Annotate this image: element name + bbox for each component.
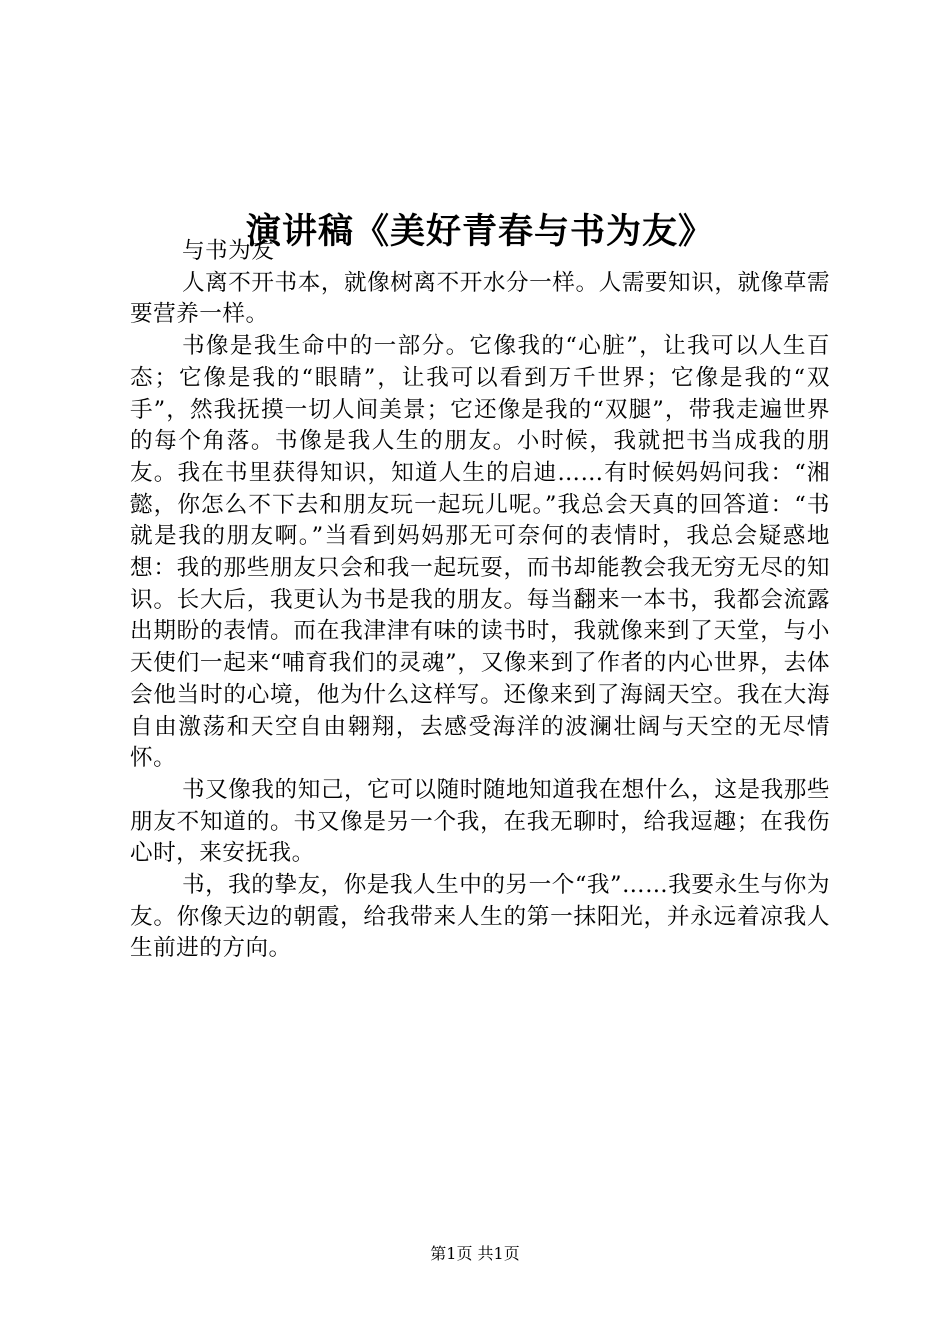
paragraph: 人离不开书本，就像树离不开水分一样。人需要知识，就像草需要营养一样。 [130, 269, 830, 328]
paragraph: 书，我的挚友，你是我人生中的另一个“我”……我要永生与你为友。你像天边的朝霞，给我带来人生的第一抹阳光，并永远着凉我人生前进的方向。 [130, 872, 830, 962]
paragraph: 与书为友 [181, 238, 275, 264]
page-footer: 第1页 共1页 [430, 1244, 520, 1263]
document-title: 演讲稿《美好青春与书为友》 [245, 211, 714, 253]
document-body [130, 236, 830, 965]
paragraph: 书像是我生命中的一部分。它像我的“心脏”，让我可以人生百态；它像是我的“眼睛”，让我可以看到万千世界；它像是我的“双手”，然我抚摸一切人间美景；它还像是我的“双腿”，带我走遍世界的每个角落。书像是我人生的朋友。小时候，我就把书当成我的朋友。我在书里获得知识，知道人生的启迪……有时候妈妈问我：“湘懿，你怎么不下去和朋友玩一起玩儿呢。”我总会天真的回答道：“书就是我的朋友啊。”当看到妈妈那无可奈何的表情时，我总会疑惑地想：我的那些朋友只会和我一起玩耍，而书却能教会我无穷无尽的知识。长大后，我更认为书是我的朋友。每当翻来一本书，我都会流露出期盼的表情。而在我津津有味的读书时，我就像来到了天堂，与小天使们一起来“哺育我们的灵魂”，又像来到了作者的内心世界，去体会他当时的心境，他为什么这样写。还像来到了海阔天空。我在大海自由激荡和天空自由翱翔，去感受海洋的波澜壮阔与天空的无尽情怀。 [130, 333, 830, 772]
paragraph: 书又像我的知己，它可以随时随地知道我在想什么，这是我那些朋友不知道的。书又像是另一个我，在我无聊时，给我逗趣；在我伤心时，来安抚我。 [130, 776, 830, 867]
